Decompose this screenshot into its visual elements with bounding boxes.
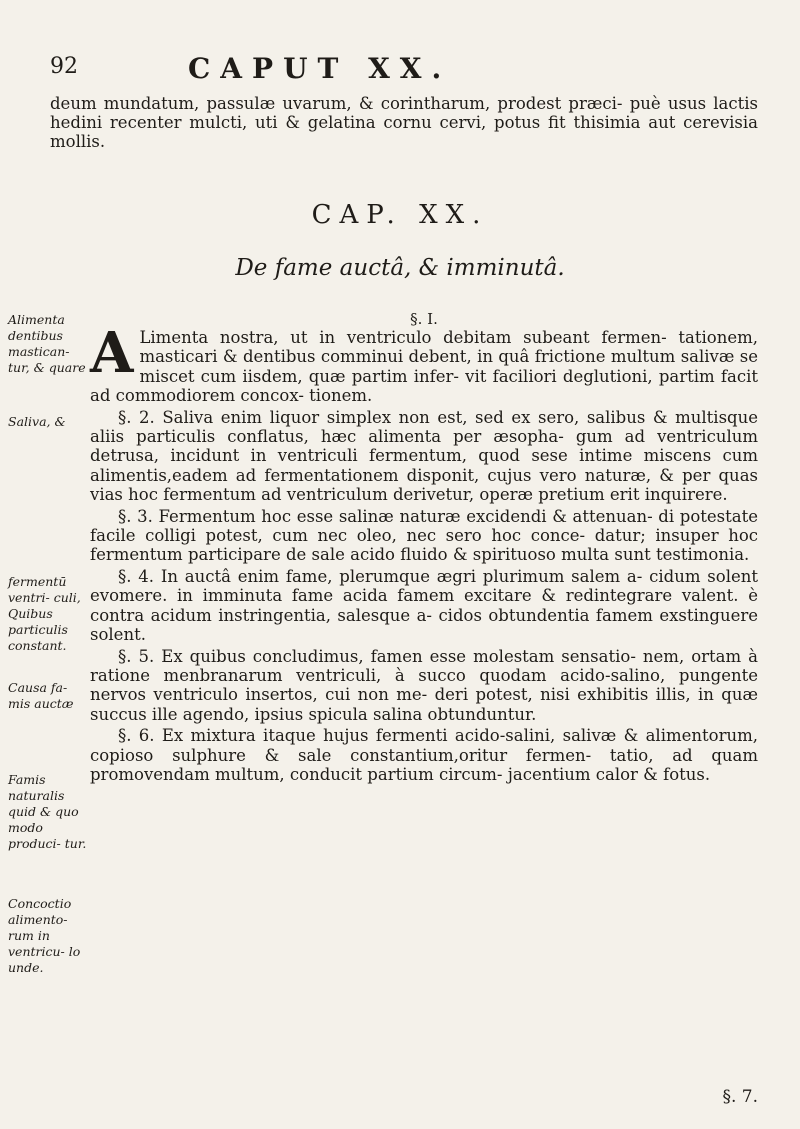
intro-paragraph xyxy=(50,94,758,151)
section-number: §. 6. xyxy=(118,726,155,746)
margin-note-alimenta: Alimenta dentibus mastican- tur, & quare xyxy=(8,312,86,375)
page-number: 92 xyxy=(50,54,78,79)
page-header xyxy=(0,52,800,92)
section-text: In auctâ enim fame, plerumque ægri plurimum salem a- cidum solent evomere. in imminuta fame acida famem excitare & redintegrare valent. è contra acidum instringentia, salesque a- cidos obtundentia famem exstinguere solent. xyxy=(90,566,758,645)
margin-note-concoctio: Concoctio alimento- rum in ventricu- lo unde. xyxy=(8,896,81,975)
chapter-body xyxy=(90,310,758,786)
section-number: §. 4. xyxy=(118,566,155,586)
running-title: CAPUT XX. xyxy=(188,52,452,85)
section-4 xyxy=(90,567,758,645)
chapter-heading: CAP. XX. xyxy=(311,200,489,230)
section-text: Saliva enim liquor simplex non est, sed ex sero, salibus & multisque aliis particulis conflatus, hæc alimenta per æsopha- gum ad ventriculum detrusa, incidunt in ventriculi fermentum, quod sese intime miscens cum alimentis,eadem ad fermentationem disponit, cujus vero naturæ, & per quas vias hoc fermentum ad ventriculum derivetur, operæ pretium erit inquirere. xyxy=(90,407,759,505)
catchword: §. 7. xyxy=(722,1087,758,1107)
section-text: Fermentum hoc esse salinæ naturæ excidendi & attenuan- di potestate facile colligi potest, cum nec oleo, nec sero hoc conce- datur; insuper hoc fermentum participare de sale acido fluido & spirituoso multa sunt testimonia. xyxy=(90,506,758,565)
section-3 xyxy=(90,507,758,565)
margin-note-saliva: Saliva, & xyxy=(8,414,66,429)
section-text: Limenta nostra, ut in ventriculo debitam subeant fermen- tationem, masticari & dentibus comminui debent, in quâ frictione multum salivæ se miscet cum iisdem, quæ partim infer- vit faciliori deglutioni, partim facit ad commodiorem concox- tionem. xyxy=(90,328,758,406)
section-number: §. 5. xyxy=(118,646,155,666)
margin-note-famis: Famis naturalis quid & quo modo produci- tur. xyxy=(8,772,87,851)
margin-note-causa: Causa fa- mis auctæ xyxy=(8,680,74,711)
section-number: §. I. xyxy=(410,310,438,328)
section-text: Ex mixtura itaque hujus fermenti acido-salini, salivæ & alimentorum, copioso sulphure & sale constantium,oritur fermen- tatio, ad quam promovendam multum, conducit partium circum- jacentium calor & fotus. xyxy=(90,726,758,784)
section-6 xyxy=(90,726,758,784)
section-1 xyxy=(90,310,758,406)
section-number: §. 2. xyxy=(118,407,155,427)
section-text: Ex quibus concludimus, famen esse molestam sensatio- nem, ortam à ratione menbranarum ventriculi, à succo quodam acido-salino, pungente nervos ventriculo insertos, cui non me- deri potest, nisi exhibitis illis, in quæ succus ille agendo, ipsius spicula salina obtunduntur. xyxy=(90,646,759,724)
section-number: §. 3. xyxy=(118,506,153,526)
chapter-title: De fame auctâ, & imminutâ. xyxy=(235,255,565,281)
drop-cap: A xyxy=(90,320,134,386)
section-2 xyxy=(90,408,758,505)
intro-text: deum mundatum, passulæ uvarum, & corintharum, prodest præci- puè usus lactis hedini recenter mulcti, uti & gelatina cornu cervi, potus fit thisimia aut cerevisia mollis. xyxy=(50,94,758,151)
margin-note-fermentum: fermentū ventri- culi, Quibus particulis constant. xyxy=(8,574,81,653)
section-5 xyxy=(90,647,758,725)
